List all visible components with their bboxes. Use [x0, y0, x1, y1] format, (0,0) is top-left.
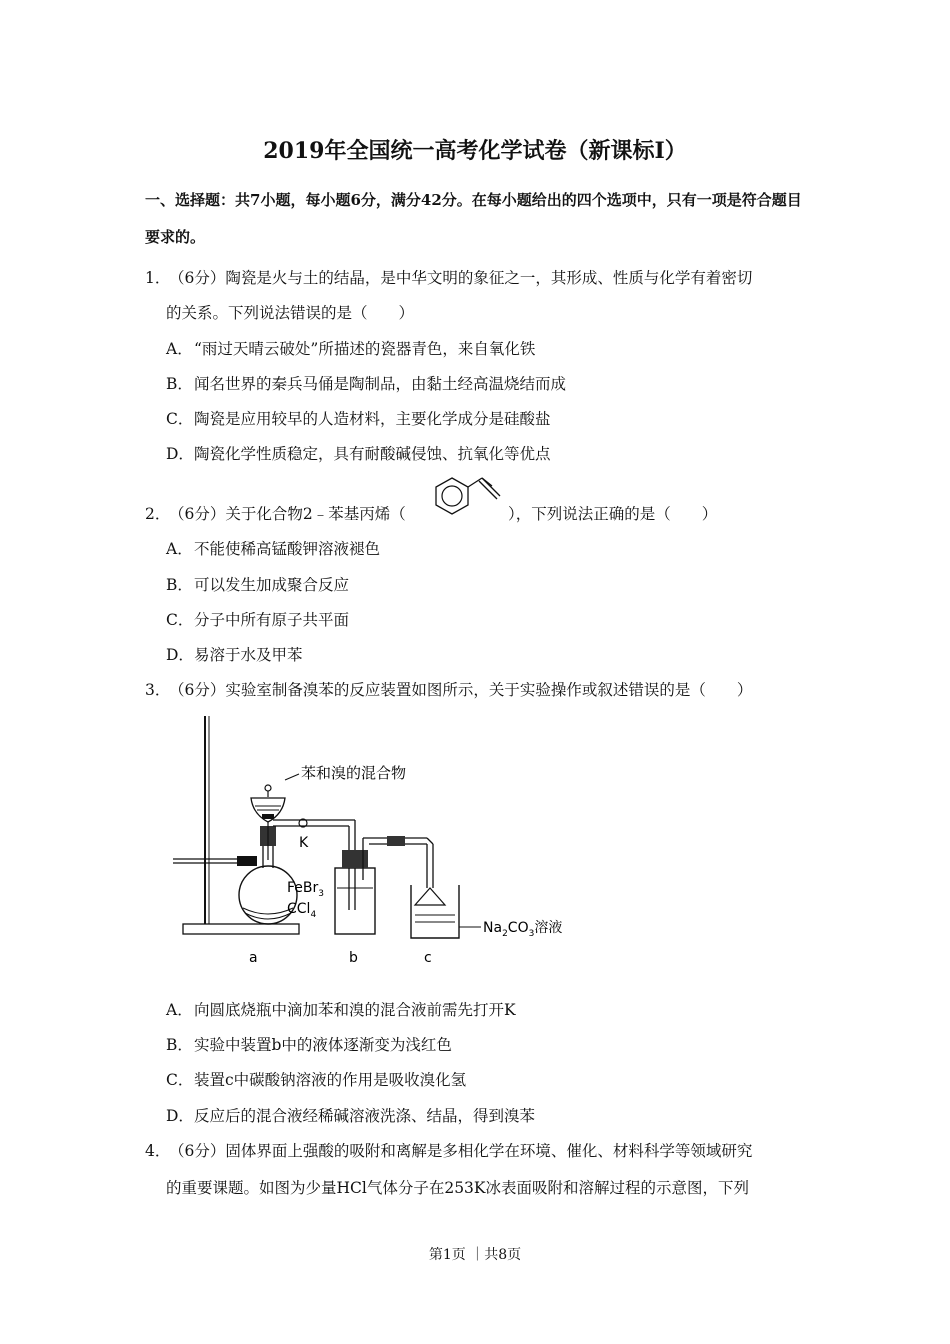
option-text: 反应后的混合液经稀碱溶液洗涤、结晶，得到溴苯: [194, 1107, 536, 1125]
option-text: 不能使稀高锰酸钾溶液褪色: [194, 540, 381, 558]
option-text: 陶瓷化学性质稳定，具有耐酸碱侵蚀、抗氧化等优点: [194, 445, 551, 463]
option-text: 分子中所有原子共平面: [194, 611, 350, 629]
question-4: [145, 1139, 752, 1161]
option-2c: [166, 608, 349, 630]
option-letter: A．: [166, 540, 193, 558]
option-letter: C．: [166, 410, 194, 428]
page-title: 2019年全国统一高考化学试卷（新课标Ⅰ）: [263, 138, 687, 164]
question-1: [145, 266, 752, 288]
option-letter: D．: [166, 646, 194, 664]
question-number: 1．: [145, 269, 171, 287]
option-letter: D．: [166, 1107, 194, 1125]
phenylpropene-structure-icon: [428, 474, 508, 522]
question-2: [145, 502, 406, 524]
option-letter: A．: [166, 1001, 193, 1019]
page-footer: 第1页 ｜共8页: [428, 1247, 522, 1263]
option-letter: A．: [166, 340, 193, 358]
option-letter: B．: [166, 576, 193, 594]
option-letter: D．: [166, 445, 194, 463]
label-a: a: [249, 950, 258, 966]
mixture-label: 苯和溴的混合物: [301, 764, 407, 782]
section-heading: 一、选择题：共7小题，每小题6分，满分42分。在每小题给出的四个选项中，只有一项是符合题目要求的。: [145, 191, 802, 246]
option-text: 向圆底烧瓶中滴加苯和溴的混合液前需先打开K: [194, 1001, 516, 1019]
option-3d: [166, 1104, 535, 1126]
option-1c: [166, 407, 551, 429]
solvent-label: CCl$_4$: [287, 901, 317, 920]
solution-label: $Na_2CO_3$溶液: [483, 920, 563, 939]
option-letter: B．: [166, 375, 193, 393]
option-letter: C．: [166, 1071, 194, 1089]
question-3: [145, 678, 752, 700]
option-1a: [166, 337, 535, 359]
option-text: 装置c中碳酸钠溶液的作用是吸收溴化氢: [194, 1071, 467, 1089]
option-text: “雨过天晴云破处”所描述的瓷器青色，来自氧化铁: [194, 340, 536, 358]
option-letter: B．: [166, 1036, 193, 1054]
question-4-continuation: 的重要课题。如图为少量HCl气体分子在253K冰表面吸附和溶解过程的示意图，下列: [166, 1179, 750, 1197]
option-text: 实验中装置b中的液体逐渐变为浅红色: [194, 1036, 452, 1054]
option-1d: [166, 442, 551, 464]
option-text: 可以发生加成聚合反应: [194, 576, 350, 594]
question-1-continuation: 的关系。下列说法错误的是（ ）: [166, 304, 415, 322]
option-2b: [166, 573, 349, 595]
question-2-tail: ），下列说法正确的是（ ）: [508, 505, 718, 523]
option-3c: [166, 1068, 466, 1090]
option-text: 陶瓷是应用较早的人造材料，主要化学成分是硅酸盐: [194, 410, 551, 428]
option-text: 易溶于水及甲苯: [194, 646, 303, 664]
option-text: 闻名世界的秦兵马俑是陶制品，由黏土经高温烧结而成: [194, 375, 567, 393]
apparatus-diagram: [165, 710, 585, 975]
question-text-before: （6分）关于化合物2﹣苯基丙烯（: [169, 505, 406, 523]
catalyst-label: FeBr$_3$: [287, 880, 324, 899]
option-3a: [166, 998, 516, 1020]
option-2d: [166, 643, 303, 665]
label-b: b: [349, 950, 358, 966]
question-number: 2．: [145, 505, 171, 523]
label-c: c: [424, 950, 432, 966]
question-text: （6分）陶瓷是火与土的结晶，是中华文明的象征之一，其形成、性质与化学有着密切: [169, 269, 753, 287]
question-number: 3．: [145, 681, 171, 699]
question-number: 4．: [145, 1142, 171, 1160]
question-text: （6分）固体界面上强酸的吸附和离解是多相化学在环境、催化、材料科学等领域研究: [169, 1142, 753, 1160]
valve-label: K: [299, 835, 309, 851]
option-3b: [166, 1033, 452, 1055]
question-text: （6分）实验室制备溴苯的反应装置如图所示，关于实验操作或叙述错误的是（ ）: [169, 681, 753, 699]
option-1b: [166, 372, 566, 394]
option-letter: C．: [166, 611, 194, 629]
option-2a: [166, 537, 380, 559]
